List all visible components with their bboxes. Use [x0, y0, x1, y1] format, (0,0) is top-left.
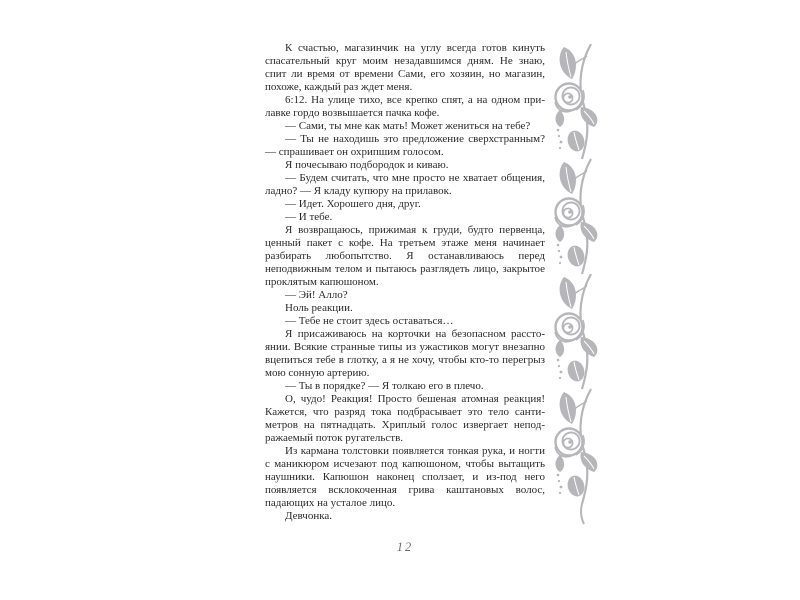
paragraph: — Ты в порядке? — Я толкаю его в плечо.	[285, 380, 484, 392]
rose-vine-border-icon	[551, 44, 623, 526]
paragraph: — Ты не находишь это предложение сверхстранным? — спрашивает он охрипшим голосом.	[265, 133, 545, 158]
paragraph: Ноль реакции.	[285, 302, 353, 314]
paragraph: Я почесываю подбородок и киваю.	[285, 159, 449, 171]
paragraph: — Тебе не стоит здесь оставаться…	[285, 315, 454, 327]
paragraph: Я возвращаюсь, прижимая к груди, будто первенца, ценный пакет с кофе. На третьем этаже меня начинает разбирать любопытство. Я останавливаюсь перед неподвижным телом и пытаюсь разглядеть лицо, закрытое проклятым капюшоном.	[265, 224, 545, 288]
paragraph: — Будем считать, что мне просто не хватает общения, ладно? — Я кладу купюру на прилавок.	[265, 172, 545, 197]
paragraph: Девчонка.	[285, 510, 333, 522]
paragraph: — Сами, ты мне как мать! Может жениться на тебе?	[285, 120, 531, 132]
paragraph: — И тебе.	[285, 211, 333, 223]
text-column	[265, 42, 545, 523]
page-number: 12	[396, 540, 414, 554]
paragraph: О, чудо! Реакция! Просто бешеная атомная реакция! Кажется, что разряд тока подбрасывает это тело сантиметров на пятнадцать. Хриплый голос извергает неподражаемый поток ругательств.	[265, 393, 545, 444]
paragraph: Из кармана толстовки появляется тонкая рука, и ногти с маникюром исчезают под капюшоном, чтобы вытащить наушники. Капюшон наконец сползает, и из-под него появляется всклокоченная грива каштановых волос, падающих на усталое лицо.	[265, 445, 545, 509]
paragraph: — Эй! Алло?	[285, 289, 348, 301]
paragraph: Я присаживаюсь на корточки на безопасном расстоянии. Всякие странные типы из ужастиков могут внезапно вцепиться тебе в глотку, а я не хочу, чтобы кто-то перегрыз мою сонную артерию.	[265, 328, 545, 379]
paragraph: — Идет. Хорошего дня, друг.	[285, 198, 421, 210]
paragraph: К счастью, магазинчик на углу всегда готов кинуть спасательный круг моим незадавшимся дням. Не знаю, спит ли время от времени Сами, его хозяин, но магазин, похоже, каждый раз ждет меня.	[265, 42, 545, 93]
paragraph: 6:12. На улице тихо, все крепко спят, а на одном прилавке гордо возвышается пачка кофе.	[265, 94, 545, 119]
